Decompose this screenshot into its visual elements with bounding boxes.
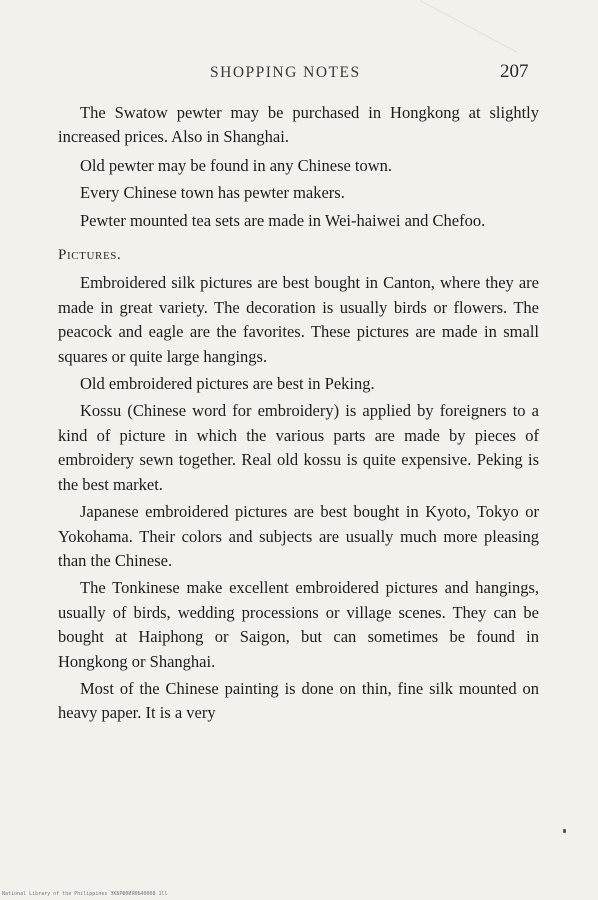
page-edge-mark (387, 0, 517, 114)
page-header (0, 61, 598, 88)
paragraph: The Tonkinese make excellent embroidered pictures and hangings, usually of birds, wedding processions or village scenes. They can be bought at Haiphong or Saigon, but can sometimes be found in Hongkong or Shanghai. (58, 578, 539, 671)
paragraph: Embroidered silk pictures are best bought in Canton, where they are made in great variety. The decoration is usually birds or flowers. The peacock and eagle are the favorites. These pictures are made in small squares or quite large hangings. (58, 273, 539, 366)
running-title: SHOPPING NOTES (210, 64, 361, 81)
paragraph: Pewter mounted tea sets are made in Wei-haiwei and Chefoo. (80, 210, 486, 230)
paragraph: The Swatow pewter may be purchased in Hongkong at slightly increased prices. Also in Shanghai. (58, 103, 539, 147)
scan-credit: National Library of the Philippines ЭКБРФ0ИЯ0Б40008 1ll (2, 891, 168, 897)
paragraph: Kossu (Chinese word for embroidery) is applied by foreigners to a kind of picture in which the various parts are made by pieces of embroidery sewn together. Real old kossu is quite expensive. Peking is the best market. (58, 401, 539, 494)
paragraph: Every Chinese town has pewter makers. (80, 183, 345, 203)
paragraph: Japanese embroidered pictures are best bought in Kyoto, Tokyo or Yokohama. Their colors and subjects are usually much more pleasing than the Chinese. (58, 502, 539, 570)
page-number: 207 (500, 61, 529, 82)
paragraph: Old embroidered pictures are best in Peking. (80, 374, 375, 394)
body-text (58, 101, 539, 729)
paragraph: Old pewter may be found in any Chinese town. (80, 155, 393, 175)
ink-speck (563, 829, 566, 833)
section-heading: Pictures. (58, 247, 122, 264)
paragraph: Most of the Chinese painting is done on thin, fine silk mounted on heavy paper. It is a very (58, 678, 539, 723)
